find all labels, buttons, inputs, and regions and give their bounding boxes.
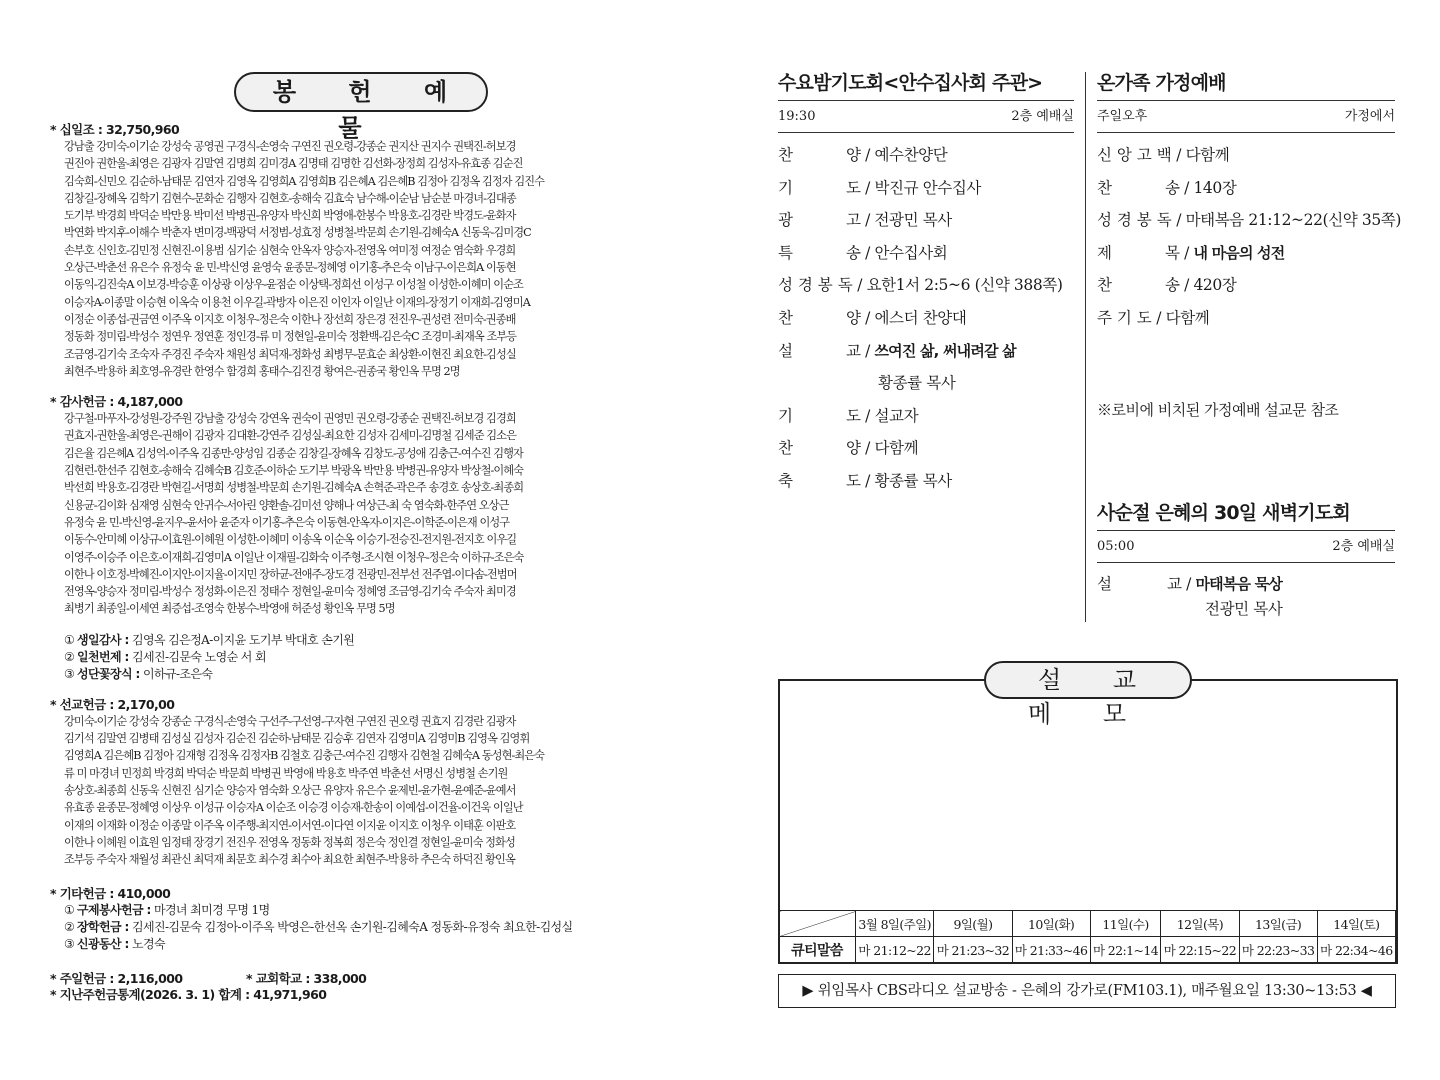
wednesday-title: 수요밤기도회<안수집사회 주관> — [778, 72, 1043, 94]
name-line: 류 미 마경녀 민정희 박경희 박덕순 박문희 박병권 박영애 박용호 박주연 박춘선 서명신 성병철 손기원 — [64, 766, 508, 780]
item-names: 김영옥 김은정A-이지윤 도기부 박대호 손기원 — [128, 632, 355, 647]
item-number: ② — [64, 920, 75, 935]
order-key: 주 기 도 — [1097, 308, 1152, 327]
name-line: 강남출 강미숙-이기순 강성숙 공영권 구경식-손영숙 구연진 권오령-강종순 권지산 권지수 권택진-허보경 — [64, 140, 516, 153]
order-row — [1097, 269, 1395, 302]
order-key: 축 — [778, 471, 793, 490]
special-offering-section — [50, 632, 660, 683]
offering-item — [64, 632, 660, 649]
order-row — [778, 367, 1074, 400]
order-key: 찬 — [778, 308, 793, 327]
name-line: 이재의 이재화 이정순 이종말 이주옥 이주행-최지연-이서연-이다연 이지윤 이지호 이청우 이태훈 이판호 — [64, 818, 516, 832]
order-row — [778, 204, 1074, 237]
dawn-place: 2층 예배실 — [1332, 539, 1395, 554]
name-line: 박연화 박지후-이해수 박춘자 변미경-백광덕 서정범-성효정 성병철-박문희 손기원-김혜숙A 신동욱-김미경C — [64, 226, 531, 240]
order-value: 도 / 설교자 — [846, 406, 919, 425]
order-row — [1097, 172, 1395, 205]
order-row — [778, 302, 1074, 335]
order-key: 찬 — [778, 146, 793, 164]
order-row — [1097, 237, 1395, 270]
totals-section — [50, 971, 660, 1003]
item-number: ① — [64, 903, 75, 918]
name-line: 유정숙 윤 민-박신영-윤지우-윤서아 윤준자 이기홍-추은숙 이동현-안옥자-이지은-이학준-이은재 이성구 — [64, 515, 510, 529]
qt-day: 9일(월) — [934, 911, 1012, 937]
qt-passage: 마 22:23~33 — [1239, 937, 1317, 963]
order-value: 도 / 황종률 목사 — [846, 471, 952, 490]
name-line: 전영옥-양승자 정미림-박성수 정성화-이은진 정태수 정현일-윤미숙 정혜영 조금영-김기숙 주숙자 최미경 — [64, 585, 516, 599]
name-line: 정동화 정미림-박성수 정연우 정연훈 정인경-류 미 정현일-윤미숙 정환백-김은숙C 조경미-최재옥 조부등 — [64, 330, 517, 344]
item-names: 마경녀 최미경 무명 1명 — [150, 903, 270, 918]
item-label: 장학헌금 : — [77, 920, 129, 935]
item-names: 김세진-김문숙 김정아-이주옥 박영은-한선옥 손기원-김혜숙A 정동화-유정숙 최요한-김성실 — [128, 920, 573, 935]
name-line: 오상근-박춘선 유은수 유정숙 윤 민-박신영 윤영숙 윤종문-정혜영 이기홍-추은숙 이남구-이은희A 이동현 — [64, 261, 516, 275]
order-value: 황종률 목사 — [878, 374, 956, 393]
name-line: 이정순 이종섭-권금연 이주옥 이지호 이청우-정은숙 이한나 장선희 장은경 전진우-권성련 전미숙-권종배 — [64, 312, 516, 326]
order-key: 기 — [778, 406, 793, 425]
item-names: 노경숙 — [128, 937, 165, 952]
name-line: 김영희A 김은혜B 김정아 김재형 김정옥 김정자B 김철호 김충근-여수진 김행자 김현철 김혜숙A 동성현-최은숙 — [64, 749, 545, 763]
tithe-section — [50, 122, 660, 380]
order-row — [778, 269, 1074, 302]
sunday-offering: * 주일헌금 : 2,116,000 — [50, 971, 183, 987]
name-line: 권효지-권한울-최영은-권해이 김광자 김대환-강연주 김성실-최요한 김성자 김세미-김명철 김세준 김소은 — [64, 429, 516, 443]
item-number: ③ — [64, 937, 75, 952]
name-line: 이영주-이승주 이은호-이재희-김영미A 이일난 이재필-김화숙 이주형-조시현 이청우-정은숙 이하규-조은숙 — [64, 550, 524, 564]
item-number: ③ — [64, 666, 75, 681]
qt-passage: 마 22:1~14 — [1090, 937, 1161, 963]
qt-passage: 마 21:23~32 — [934, 937, 1012, 963]
order-row — [778, 172, 1074, 205]
wednesday-meta — [778, 100, 1074, 133]
order-value: 목 / — [1165, 243, 1194, 262]
offering-title: 봉 헌 예 물 — [234, 72, 488, 112]
dawn-time: 05:00 — [1097, 539, 1135, 554]
order-key: 기 — [778, 178, 793, 197]
order-value: / 마태복음 21:12~22(신약 35쪽) — [1171, 211, 1402, 230]
name-line: 송상호-최종희 신동욱 신현진 심기순 양승자 염숙화 오상근 유양자 유은수 윤제빈-윤가현-윤예준-윤예서 — [64, 783, 516, 797]
name-line: 강미숙-이기순 강성숙 강종순 구경식-손영숙 구선주-구선영-구자현 구연진 권오령 권효지 김경란 김광자 — [64, 714, 516, 728]
name-line: 도기부 박경희 박덕순 박만용 박미선 박병권-유양자 박신희 박영애-한봉수 박용호-김경란 박경도-윤화자 — [64, 209, 516, 223]
order-key: 설 — [778, 341, 793, 360]
order-key: 성 경 봉 독 — [1097, 211, 1172, 230]
offering-section — [50, 122, 660, 1003]
sermon-title: 내 마음의 성전 — [1193, 243, 1285, 262]
order-key: 찬 — [778, 439, 793, 458]
name-line: 이한나 이호정-박혜진-이지안-이지율-이지민 장하균-전애주-장도경 전광민-전부선 전주엽-이다솜-전범머 — [64, 567, 517, 581]
name-line: 김숙희-신민오 김순하-남태문 김연자 김영옥 김영희A 김영희B 김은혜A 김은혜B 김정아 김정옥 김정자 김진수 — [64, 174, 545, 188]
qt-day: 10일(화) — [1012, 911, 1090, 937]
order-row — [1097, 302, 1395, 335]
wednesday-place: 2층 예배실 — [1011, 109, 1074, 124]
name-line: 강구철-마푸자-강성원-강주원 강남출 강성숙 강연옥 권숙이 권영민 권오령-강종순 권택진-허보경 김경희 — [64, 412, 516, 426]
name-line: 김은율 김은혜A 김성억-이주옥 김종만-양성임 김종순 김창길-장혜옥 김창도-공성애 김충근-여수진 김행자 — [64, 446, 523, 460]
family-worship — [1097, 68, 1402, 618]
dawn-meta — [1097, 530, 1395, 563]
item-names: 김세진-김문숙 노영순 서 회 — [128, 649, 266, 664]
dawn-preacher: 전광민 목사 — [1205, 600, 1283, 618]
item-label: 성단꽃장식 : — [77, 666, 140, 681]
thanks-names — [64, 410, 660, 618]
order-row — [778, 400, 1074, 433]
offering-item — [64, 649, 660, 666]
item-label: 구제봉사헌금 : — [77, 903, 151, 918]
item-number: ① — [64, 632, 75, 647]
qt-corner — [779, 911, 856, 937]
name-line: 박선희 박용호-김경란 박현길-서명희 성병철-박문희 손기원-김혜숙A 손혁준-곽은주 송경호 송상호-최종희 — [64, 481, 524, 495]
order-value: 양 / 예수찬양단 — [846, 146, 948, 164]
order-value: / 다함께 — [1151, 308, 1210, 327]
qt-passage: 마 22:15~22 — [1161, 937, 1239, 963]
order-value: 고 / 전광민 목사 — [846, 211, 952, 230]
item-number: ② — [64, 649, 75, 664]
offering-item — [64, 919, 660, 936]
other-section — [50, 886, 660, 953]
order-row — [778, 432, 1074, 465]
mission-heading: * 선교헌금 : 2,170,00 — [50, 696, 175, 712]
thanks-heading: * 감사헌금 : 4,187,000 — [50, 394, 183, 410]
dawn-prayer — [1097, 498, 1395, 621]
dawn-title: 사순절 은혜의 30일 새벽기도회 — [1097, 502, 1350, 524]
order-row — [1097, 139, 1395, 172]
order-row — [778, 139, 1074, 172]
order-key: 특 — [778, 243, 793, 262]
family-meta — [1097, 100, 1395, 133]
offering-item — [64, 902, 660, 919]
order-value: 도 / 박진규 안수집사 — [846, 178, 981, 197]
name-line: 이한나 이혜원 이효원 임정태 장경기 전진우 전영옥 정동화 정복희 정은숙 정인결 정현일-윤미숙 정화성 — [64, 835, 515, 849]
name-line: 신용균-김이화 심재영 심현숙 안귀수-서아린 양환솔-김미선 양해나 여상근-최 숙 염숙화-한주연 오상근 — [64, 498, 509, 512]
family-note: ※로비에 비치된 가정예배 설교문 참조 — [1097, 400, 1339, 419]
item-label: 신광동산 : — [77, 937, 129, 952]
offering-item — [64, 666, 660, 683]
dawn-sermon-title: 마태복음 묵상 — [1195, 575, 1283, 593]
family-place: 가정에서 — [1344, 109, 1395, 124]
qt-day: 11일(수) — [1090, 911, 1161, 937]
name-line: 이승자A-이종말 이승현 이옥숙 이용천 이우길-곽방자 이은진 이인자 이일난 이재의-장정기 이재희-김영미A — [64, 295, 530, 309]
order-row — [1097, 204, 1402, 237]
name-line: 조금영-김기숙 조숙자 주경진 주숙자 채원성 최덕재-정화성 최병무-문효순 최상환-이현진 최요한-김성실 — [64, 347, 516, 361]
qt-day: 12일(목) — [1161, 911, 1239, 937]
name-line: 김창길-장혜옥 김학기 김현수-문화순 김행자 김현호-송해숙 김효숙 남수해-이순남 남순분 마경녀-김대종 — [64, 191, 516, 205]
column-divider — [1085, 72, 1086, 622]
church-school-offering: * 교회학교 : 338,000 — [246, 971, 367, 987]
qt-passage: 마 22:34~46 — [1317, 937, 1395, 963]
wednesday-service — [778, 68, 1074, 498]
name-line: 김기석 김말연 김병태 김성실 김성자 김순진 김순하-남태문 김승후 김연자 김영미A 김영미B 김영옥 김영휘 — [64, 732, 530, 746]
qt-table — [778, 910, 1396, 963]
tithe-heading: * 십일조 : 32,750,960 — [50, 122, 180, 137]
order-value: 송 / 140장 — [1165, 178, 1237, 197]
item-label: 생일감사 : — [77, 632, 129, 647]
name-line: 권진아 권한울-최영은 김광자 김말연 김명희 김미경A 김명태 김명한 김선화-장정희 김성자-유효종 김순진 — [64, 157, 523, 171]
order-value: 양 / 에스더 찬양대 — [846, 308, 967, 327]
order-row — [778, 465, 1074, 498]
order-key: 찬 — [1097, 178, 1112, 197]
order-value: / 요한1서 2:5~6 (신약 388쪽) — [852, 276, 1063, 295]
family-title: 온가족 가정예배 — [1097, 72, 1226, 94]
order-value: 교 / — [846, 341, 875, 360]
qt-day: 13일(금) — [1239, 911, 1317, 937]
name-line: 최현주-박용하 최호영-유경란 한영수 함경희 홍태수-김진경 황여은-권종국 황인옥 무명 2명 — [64, 364, 460, 378]
last-week-total: * 지난주헌금통계(2026. 3. 1) 합계 : 41,971,960 — [50, 987, 327, 1003]
qt-day: 14일(토) — [1317, 911, 1395, 937]
order-key: 제 — [1097, 243, 1112, 262]
mission-names — [64, 713, 660, 869]
item-label: 일천번제 : — [77, 649, 129, 664]
qt-row-label: 큐티말씀 — [779, 937, 856, 963]
name-line: 이동수-안미혜 이상규-이효원-이혜원 이성한-이혜미 이송옥 이순옥 이승기-전승진-전지원-전지호 이우길 — [64, 533, 517, 547]
name-line: 최병기 최종일-이세연 최증섭-조영숙 한봉수-박영애 허준성 황인옥 무명 5명 — [64, 602, 395, 616]
dawn-sermon: 설 교 / 마태복음 묵상 — [1097, 575, 1283, 593]
name-line: 이동익-김진숙A 이보경-박승훈 이상광 이상우-윤점순 이상택-정희선 이성구 이성철 이성한-이혜미 이순조 — [64, 278, 523, 292]
name-line: 유효종 윤종문-정혜영 이상우 이성규 이승자A 이순조 이승경 이승재-한송이 이예섭-이건율-이건욱 이일난 — [64, 801, 523, 815]
order-key: 신 앙 고 백 — [1097, 146, 1172, 164]
offering-item — [64, 936, 660, 953]
tithe-names — [64, 138, 660, 380]
item-names: 이하규-조은숙 — [139, 666, 213, 681]
order-row — [778, 335, 1074, 368]
thanks-section — [50, 394, 660, 618]
family-time: 주일오후 — [1097, 109, 1148, 124]
order-value: 송 / 안수집사회 — [846, 243, 948, 262]
mission-section — [50, 697, 660, 869]
order-key: 찬 — [1097, 276, 1112, 295]
name-line: 김현런-한선주 김현호-송해숙 김혜숙B 김호준-이하순 도기부 박광옥 박만용 박병권-유양자 박상철-이혜숙 — [64, 464, 524, 478]
qt-passage: 마 21:33~46 — [1012, 937, 1090, 963]
sermon-memo-title: 설 교 메 모 — [984, 661, 1192, 699]
other-heading: * 기타헌금 : 410,000 — [50, 886, 171, 902]
order-row — [778, 237, 1074, 270]
sermon-title: 쓰여진 삶, 써내려갈 삶 — [874, 341, 1016, 360]
name-line: 손부호 신인호-김민정 신현진-이용범 심기순 심현숙 안옥자 양승자-전영옥 여미정 여정순 염숙화 우경희 — [64, 243, 516, 257]
order-key: 성 경 봉 독 — [778, 276, 853, 295]
order-key: 광 — [778, 211, 793, 230]
order-value: / 다함께 — [1171, 146, 1230, 164]
qt-day: 3월 8일(주일) — [856, 911, 934, 937]
radio-broadcast-banner: ▶ 위임목사 CBS라디오 설교방송 - 은혜의 강가로(FM103.1), 매주월요일 13:30~13:53 ◀ — [778, 974, 1396, 1008]
qt-passage: 마 21:12~22 — [856, 937, 934, 963]
order-value: 양 / 다함께 — [846, 439, 919, 458]
order-value: 송 / 420장 — [1165, 276, 1237, 295]
wednesday-time: 19:30 — [778, 109, 816, 124]
name-line: 조부등 주숙자 채월성 최관신 최덕재 최문호 최수경 최수아 최요한 최현주-박용하 추은숙 하덕진 황인옥 — [64, 853, 515, 867]
